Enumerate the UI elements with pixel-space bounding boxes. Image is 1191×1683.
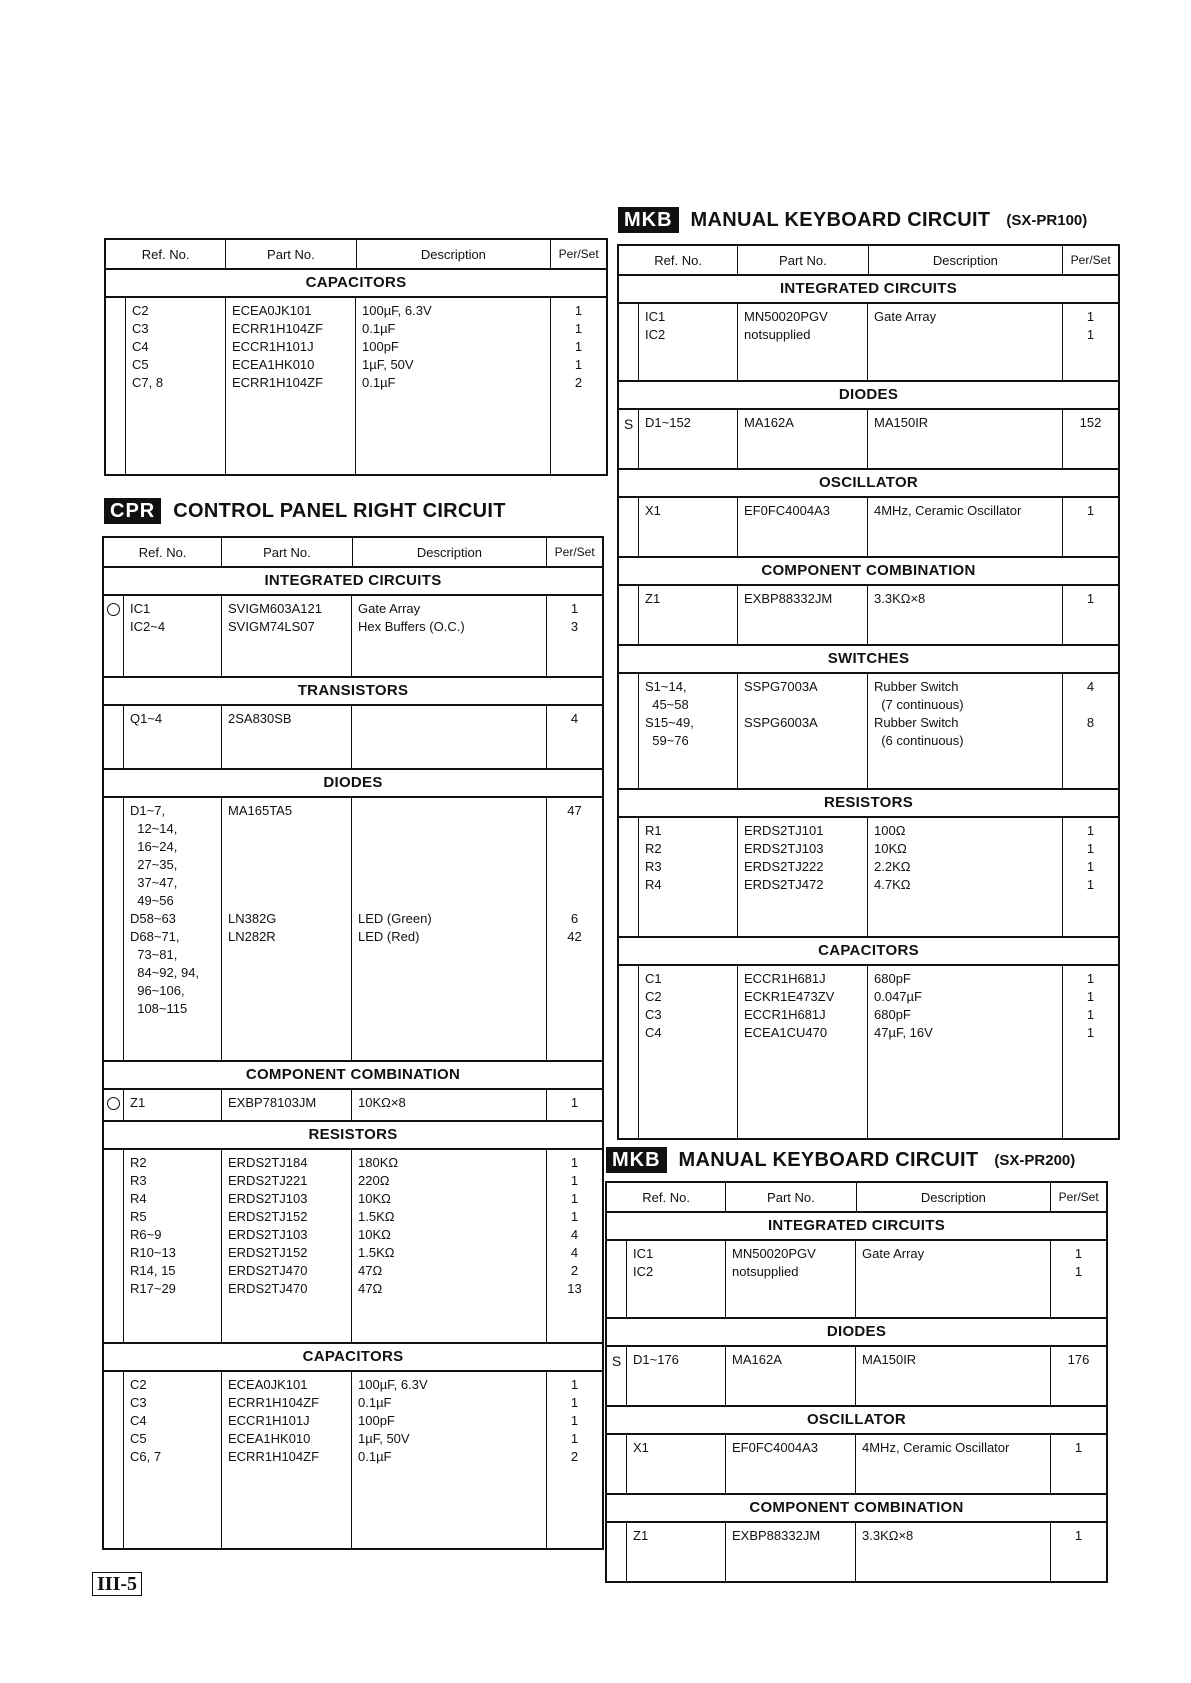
column-header-qty: Per/Set — [1070, 253, 1111, 267]
cell-qty: 1 — [1086, 503, 1095, 518]
section-title: INTEGRATED CIRCUITS — [607, 1213, 1106, 1241]
section-rows — [607, 1523, 1106, 1581]
cell-desc: 4MHz, Ceramic Oscillator — [856, 1435, 1051, 1493]
mkb1-parts-table — [617, 244, 1120, 1140]
cell-part: 2SA830SB — [222, 706, 352, 768]
cell-ref: IC1 IC2 — [627, 1241, 726, 1317]
cell-ref: IC1 IC2~4 — [124, 596, 222, 676]
cell-ref: D1~176 — [627, 1347, 726, 1405]
circle-mark-icon — [107, 1097, 120, 1110]
section-title: RESISTORS — [104, 1120, 602, 1150]
cell-desc: LED (Green) LED (Red) — [352, 798, 547, 1060]
section-rows — [104, 1090, 602, 1120]
cell-desc: 4MHz, Ceramic Oscillator — [868, 498, 1063, 556]
cell-desc: 10KΩ×8 — [352, 1090, 547, 1120]
section-title: SWITCHES — [619, 644, 1118, 674]
column-header-ref: Ref. No. — [607, 1183, 726, 1211]
column-header-qty: Per/Set — [554, 545, 595, 559]
section-title: CAPACITORS — [106, 270, 606, 298]
cell-qty: 47 6 42 — [567, 803, 582, 944]
column-header-qty: Per/Set — [1058, 1190, 1099, 1204]
section-rows — [619, 586, 1118, 644]
cell-qty: 1 1 1 1 4 4 2 13 — [567, 1155, 582, 1296]
safety-mark — [619, 674, 639, 788]
section-title: RESISTORS — [619, 788, 1118, 818]
cell-qty: 1 1 1 1 — [1086, 971, 1095, 1040]
section-rows — [607, 1347, 1106, 1405]
cell-qty: 1 — [1074, 1528, 1083, 1543]
safety-mark — [607, 1523, 627, 1581]
cell-qty: 1 — [570, 1095, 579, 1110]
cell-part: ERDS2TJ101 ERDS2TJ103 ERDS2TJ222 ERDS2TJ472 — [738, 818, 868, 936]
cell-desc: 100µF, 6.3V 0.1µF 100pF 1µF, 50V 0.1µF — [356, 298, 551, 474]
cell-desc: Rubber Switch (7 continuous) Rubber Switch (6 continuous) — [868, 674, 1063, 788]
section-rows — [619, 410, 1118, 468]
cell-desc — [352, 706, 547, 768]
cell-qty: 152 — [1079, 415, 1102, 430]
cell-part: EXBP88332JM — [726, 1523, 856, 1581]
cell-desc: 3.3KΩ×8 — [856, 1523, 1051, 1581]
mkb2-model: (SX-PR200) — [994, 1151, 1076, 1169]
cell-qty: 1 1 1 1 2 — [570, 1377, 579, 1464]
cell-part: MA162A — [726, 1347, 856, 1405]
parts-section — [619, 644, 1118, 788]
section-rows — [104, 798, 602, 1060]
cell-desc: Gate Array Hex Buffers (O.C.) — [352, 596, 547, 676]
cell-ref: IC1 IC2 — [639, 304, 738, 380]
cell-part: EF0FC4004A3 — [738, 498, 868, 556]
cell-part: MA162A — [738, 410, 868, 468]
safety-mark — [607, 1435, 627, 1493]
cell-desc: MA150IR — [868, 410, 1063, 468]
cell-ref: X1 — [639, 498, 738, 556]
section-rows — [106, 298, 606, 474]
parts-section — [104, 676, 602, 768]
parts-section — [619, 468, 1118, 556]
safety-mark: S — [619, 410, 639, 468]
page-number: III-5 — [92, 1572, 142, 1596]
section-title: CAPACITORS — [619, 936, 1118, 966]
cell-desc: 100Ω 10KΩ 2.2KΩ 4.7KΩ — [868, 818, 1063, 936]
cell-ref: Z1 — [627, 1523, 726, 1581]
safety-mark — [619, 966, 639, 1138]
cell-qty: 4 — [570, 711, 579, 726]
cell-ref: C1 C2 C3 C4 — [639, 966, 738, 1138]
safety-mark — [104, 798, 124, 1060]
section-rows — [104, 1372, 602, 1548]
cell-part: MN50020PGV notsupplied — [726, 1241, 856, 1317]
cpr-title: CONTROL PANEL RIGHT CIRCUIT — [173, 499, 506, 522]
cell-desc: Gate Array — [868, 304, 1063, 380]
cell-ref: Z1 — [124, 1090, 222, 1120]
parts-section — [104, 768, 602, 1060]
cell-qty: 1 1 1 1 2 — [574, 303, 583, 390]
cell-ref: R2 R3 R4 R5 R6~9 R10~13 R14, 15 R17~29 — [124, 1150, 222, 1342]
cell-qty: 176 — [1067, 1352, 1090, 1367]
circle-mark-icon — [107, 603, 120, 616]
section-title: COMPONENT COMBINATION — [619, 556, 1118, 586]
safety-mark — [619, 818, 639, 936]
safety-mark — [106, 298, 126, 474]
cell-ref: R1 R2 R3 R4 — [639, 818, 738, 936]
cell-qty: 1 — [1074, 1440, 1083, 1455]
cell-ref: Q1~4 — [124, 706, 222, 768]
column-header-row — [106, 240, 606, 270]
column-header-desc: Description — [869, 246, 1064, 274]
section-title: INTEGRATED CIRCUITS — [104, 568, 602, 596]
column-header-row — [104, 538, 602, 568]
column-header-part: Part No. — [726, 1183, 856, 1211]
cell-part: MA165TA5 LN382G LN282R — [222, 798, 352, 1060]
safety-mark — [607, 1241, 627, 1317]
capacitors-table-top-left — [104, 238, 608, 476]
section-rows — [619, 674, 1118, 788]
mkb1-title: MANUAL KEYBOARD CIRCUIT — [690, 208, 991, 231]
safety-mark — [104, 1372, 124, 1548]
parts-section — [104, 1342, 602, 1548]
safety-mark: S — [607, 1347, 627, 1405]
cpr-badge: CPR — [104, 498, 161, 524]
cell-desc: 680pF 0.047µF 680pF 47µF, 16V — [868, 966, 1063, 1138]
section-title: DIODES — [104, 768, 602, 798]
cell-part: SVIGM603A121 SVIGM74LS07 — [222, 596, 352, 676]
column-header-qty: Per/Set — [558, 247, 599, 261]
cell-ref: S1~14, 45~58 S15~49, 59~76 — [639, 674, 738, 788]
section-title: DIODES — [607, 1317, 1106, 1347]
cell-part: EXBP88332JM — [738, 586, 868, 644]
section-title: OSCILLATOR — [607, 1405, 1106, 1435]
cell-desc: 180KΩ 220Ω 10KΩ 1.5KΩ 10KΩ 1.5KΩ 47Ω 47Ω — [352, 1150, 547, 1342]
cell-qty: 1 1 — [1086, 309, 1095, 342]
section-title: COMPONENT COMBINATION — [104, 1060, 602, 1090]
cpr-header — [104, 498, 506, 524]
mkb2-title: MANUAL KEYBOARD CIRCUIT — [678, 1148, 979, 1171]
cell-ref: C2 C3 C4 C5 C6, 7 — [124, 1372, 222, 1548]
cell-qty: 1 — [1086, 591, 1095, 606]
cpr-parts-table — [102, 536, 604, 1550]
mkb1-badge: MKB — [618, 207, 679, 233]
cell-part: ECEA0JK101 ECRR1H104ZF ECCR1H101J ECEA1HK010 ECRR1H104ZF — [222, 1372, 352, 1548]
section-rows — [104, 706, 602, 768]
column-header-row — [607, 1183, 1106, 1213]
column-header-ref: Ref. No. — [104, 538, 222, 566]
column-header-desc: Description — [353, 538, 548, 566]
cell-desc: MA150IR — [856, 1347, 1051, 1405]
section-rows — [619, 304, 1118, 380]
safety-mark — [104, 596, 124, 676]
safety-mark — [104, 1090, 124, 1120]
cell-ref: C2 C3 C4 C5 C7, 8 — [126, 298, 226, 474]
safety-mark — [619, 304, 639, 380]
cell-desc: 3.3KΩ×8 — [868, 586, 1063, 644]
column-header-part: Part No. — [222, 538, 352, 566]
section-rows — [619, 818, 1118, 936]
cell-qty: 4 8 — [1086, 679, 1095, 730]
section-rows — [607, 1241, 1106, 1317]
safety-mark — [104, 706, 124, 768]
section-title: DIODES — [619, 380, 1118, 410]
column-header-part: Part No. — [226, 240, 356, 268]
cell-ref: X1 — [627, 1435, 726, 1493]
cell-ref: Z1 — [639, 586, 738, 644]
section-title: COMPONENT COMBINATION — [607, 1493, 1106, 1523]
parts-section — [607, 1405, 1106, 1493]
cell-part: SSPG7003A SSPG6003A — [738, 674, 868, 788]
parts-section — [607, 1317, 1106, 1405]
safety-mark — [619, 586, 639, 644]
cell-part: EF0FC4004A3 — [726, 1435, 856, 1493]
section-title: INTEGRATED CIRCUITS — [619, 276, 1118, 304]
parts-section — [104, 1120, 602, 1342]
cell-part: ECEA0JK101 ECRR1H104ZF ECCR1H101J ECEA1HK010 ECRR1H104ZF — [226, 298, 356, 474]
section-rows — [104, 596, 602, 676]
section-rows — [104, 1150, 602, 1342]
parts-section — [104, 568, 602, 676]
parts-section — [619, 380, 1118, 468]
cell-desc: Gate Array — [856, 1241, 1051, 1317]
parts-section — [607, 1213, 1106, 1317]
cell-part: ERDS2TJ184 ERDS2TJ221 ERDS2TJ103 ERDS2TJ152 ERDS2TJ103 ERDS2TJ152 ERDS2TJ470 ERDS2TJ470 — [222, 1150, 352, 1342]
column-header-ref: Ref. No. — [619, 246, 738, 274]
mkb1-model: (SX-PR100) — [1006, 211, 1088, 229]
cell-ref: D1~152 — [639, 410, 738, 468]
parts-section — [619, 276, 1118, 380]
column-header-part: Part No. — [738, 246, 868, 274]
section-title: OSCILLATOR — [619, 468, 1118, 498]
cell-desc: 100µF, 6.3V 0.1µF 100pF 1µF, 50V 0.1µF — [352, 1372, 547, 1548]
mkb2-parts-table — [605, 1181, 1108, 1583]
cell-part: EXBP78103JM — [222, 1090, 352, 1120]
safety-mark — [619, 498, 639, 556]
section-rows — [619, 498, 1118, 556]
cell-qty: 1 3 — [570, 601, 579, 634]
parts-section — [619, 936, 1118, 1138]
mkb2-header — [606, 1147, 1075, 1173]
column-header-desc: Description — [357, 240, 552, 268]
cell-ref: D1~7, 12~14, 16~24, 27~35, 37~47, 49~56 D58~63 D68~71, 73~81, 84~92, 94, 96~106, 108~115 — [124, 798, 222, 1060]
cell-part: ECCR1H681J ECKR1E473ZV ECCR1H681J ECEA1CU470 — [738, 966, 868, 1138]
parts-section — [619, 788, 1118, 936]
parts-section — [106, 270, 606, 474]
column-header-row — [619, 246, 1118, 276]
cell-part: MN50020PGV notsupplied — [738, 304, 868, 380]
safety-mark — [104, 1150, 124, 1342]
parts-section — [619, 556, 1118, 644]
section-title: TRANSISTORS — [104, 676, 602, 706]
mkb2-badge: MKB — [606, 1147, 667, 1173]
mkb1-header — [618, 207, 1087, 233]
column-header-desc: Description — [857, 1183, 1052, 1211]
cell-qty: 1 1 1 1 — [1086, 823, 1095, 892]
section-rows — [619, 966, 1118, 1138]
parts-section — [607, 1493, 1106, 1581]
parts-section — [104, 1060, 602, 1120]
cell-qty: 1 1 — [1074, 1246, 1083, 1279]
section-title: CAPACITORS — [104, 1342, 602, 1372]
section-rows — [607, 1435, 1106, 1493]
column-header-ref: Ref. No. — [106, 240, 226, 268]
